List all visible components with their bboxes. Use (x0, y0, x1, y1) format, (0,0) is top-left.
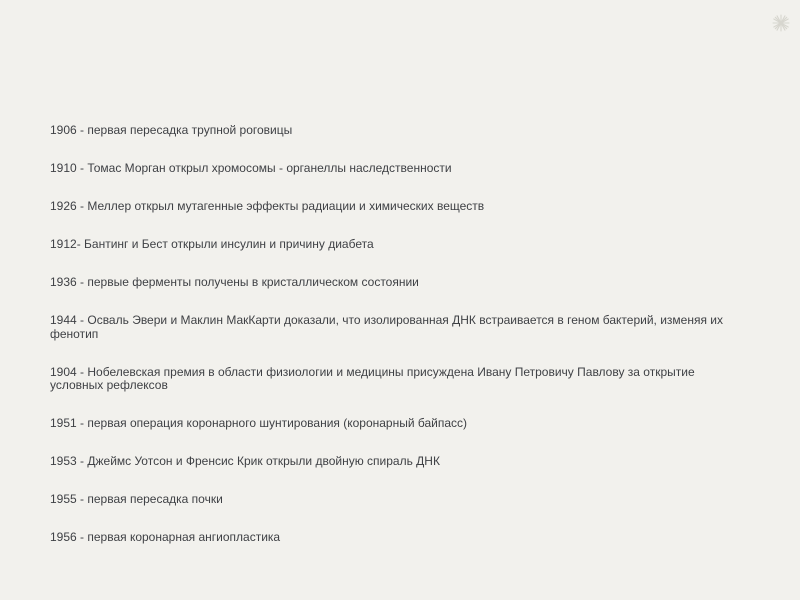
timeline-item-1936-enzymes: 1936 - первые ферменты получены в кристаллическом состоянии (50, 275, 419, 289)
timeline-item-1944-avery: 1944 - Осваль Эвери и Маклин МакКарти доказали, что изолированная ДНК встраивается в геном бактерий, изменяя их фенотип (50, 313, 724, 341)
timeline-item-1926-meller: 1926 - Меллер открыл мутагенные эффекты радиации и химических веществ (50, 199, 485, 213)
timeline-item-1906-cornea: 1906 - первая пересадка трупной роговицы (50, 123, 293, 137)
timeline-item-1955-kidney: 1955 - первая пересадка почки (50, 492, 223, 506)
timeline-item-1956-angioplasty: 1956 - первая коронарная ангиопластика (50, 530, 281, 544)
star-burst-icon (772, 14, 790, 32)
timeline-item-1953-dna: 1953 - Джеймс Уотсон и Френсис Крик открыли двойную спираль ДНК (50, 454, 440, 468)
timeline-item-1951-bypass: 1951 - первая операция коронарного шунтирования (коронарный байпасс) (50, 416, 468, 430)
timeline-list (50, 124, 750, 569)
timeline-item-1904-pavlov: 1904 - Нобелевская премия в области физиологии и медицины присуждена Ивану Петровичу Павлову за открытие условных рефлексов (50, 364, 695, 392)
timeline-item-1910-morgan: 1910 - Томас Морган открыл хромосомы - органеллы наследственности (50, 161, 452, 175)
timeline-item-1912-insulin: 1912- Бантинг и Бест открыли инсулин и причину диабета (50, 237, 374, 251)
